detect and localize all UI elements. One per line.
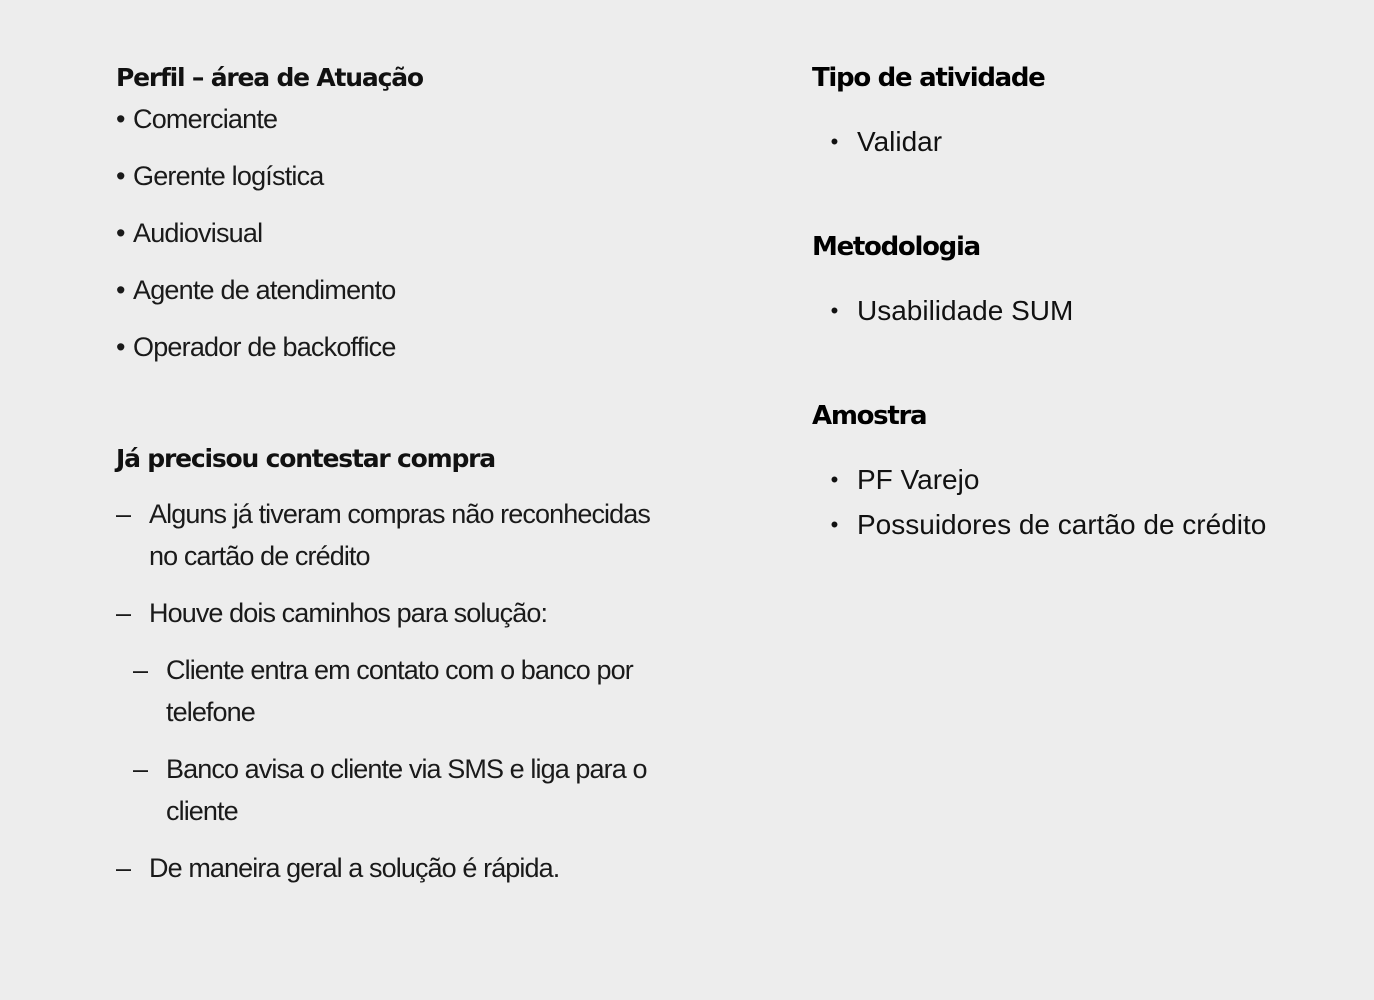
- list-item: [116, 212, 716, 269]
- list-item: [116, 847, 716, 889]
- bullet-marker: •: [116, 218, 125, 248]
- list-item-text: PF Varejo: [857, 464, 980, 495]
- bullet-marker: •: [116, 332, 125, 362]
- list-item-text: Gerente logística: [133, 161, 324, 191]
- list-item-text: Agente de atendimento: [133, 275, 396, 305]
- list-item: [116, 326, 716, 383]
- list-item-text: Operador de backoffice: [133, 332, 396, 362]
- right-column: [812, 58, 1352, 610]
- tipo-section: [812, 58, 1352, 164]
- bullet-marker: •: [830, 129, 839, 154]
- list-item: [116, 269, 716, 326]
- dash-marker: –: [133, 655, 148, 685]
- list-item: [812, 502, 1352, 547]
- bullet-marker: •: [116, 275, 125, 305]
- list-item-text: Comerciante: [133, 104, 278, 134]
- list-item-text: Possuidores de cartão de crédito: [857, 509, 1267, 540]
- dash-marker: –: [116, 853, 131, 883]
- metodologia-title: Metodologia: [812, 232, 980, 262]
- contestar-list: [116, 493, 716, 889]
- bullet-marker: •: [116, 104, 125, 134]
- bullet-marker: •: [830, 467, 839, 492]
- list-item: [116, 493, 716, 577]
- list-item-text: Cliente entra em contato com o banco por telefone: [166, 655, 633, 727]
- tipo-list: [812, 119, 1352, 164]
- list-item-text: Audiovisual: [133, 218, 263, 248]
- metodologia-list: [812, 288, 1352, 333]
- contestar-title: Já precisou contestar compra: [116, 444, 495, 473]
- list-item-text: Alguns já tiveram compras não reconhecidas no cartão de crédito: [149, 499, 650, 571]
- list-item-text: Banco avisa o cliente via SMS e liga para o cliente: [166, 754, 647, 826]
- list-item: [116, 98, 716, 155]
- bullet-marker: •: [116, 161, 125, 191]
- left-column: [116, 58, 716, 904]
- list-item: [116, 592, 716, 634]
- list-item-text: Houve dois caminhos para solução:: [149, 598, 548, 628]
- amostra-title: Amostra: [812, 401, 927, 431]
- tipo-title: Tipo de atividade: [812, 63, 1045, 93]
- dash-marker: –: [133, 754, 148, 784]
- list-item-text: Usabilidade SUM: [857, 295, 1074, 326]
- amostra-list: [812, 457, 1352, 547]
- list-item: [812, 119, 1352, 164]
- amostra-section: [812, 396, 1352, 547]
- contestar-section: [116, 439, 716, 889]
- perfil-title: Perfil – área de Atuação: [116, 63, 423, 92]
- bullet-marker: •: [830, 298, 839, 323]
- list-item: [116, 155, 716, 212]
- dash-marker: –: [116, 598, 131, 628]
- list-item-text: De maneira geral a solução é rápida.: [149, 853, 560, 883]
- dash-marker: –: [116, 499, 131, 529]
- list-item: [812, 288, 1352, 333]
- list-item: [812, 457, 1352, 502]
- sub-list-item: [116, 649, 716, 733]
- perfil-list: [116, 98, 716, 383]
- perfil-section: [116, 58, 716, 383]
- bullet-marker: •: [830, 512, 839, 537]
- metodologia-section: [812, 227, 1352, 333]
- sub-list-item: [116, 748, 716, 832]
- list-item-text: Validar: [857, 126, 943, 157]
